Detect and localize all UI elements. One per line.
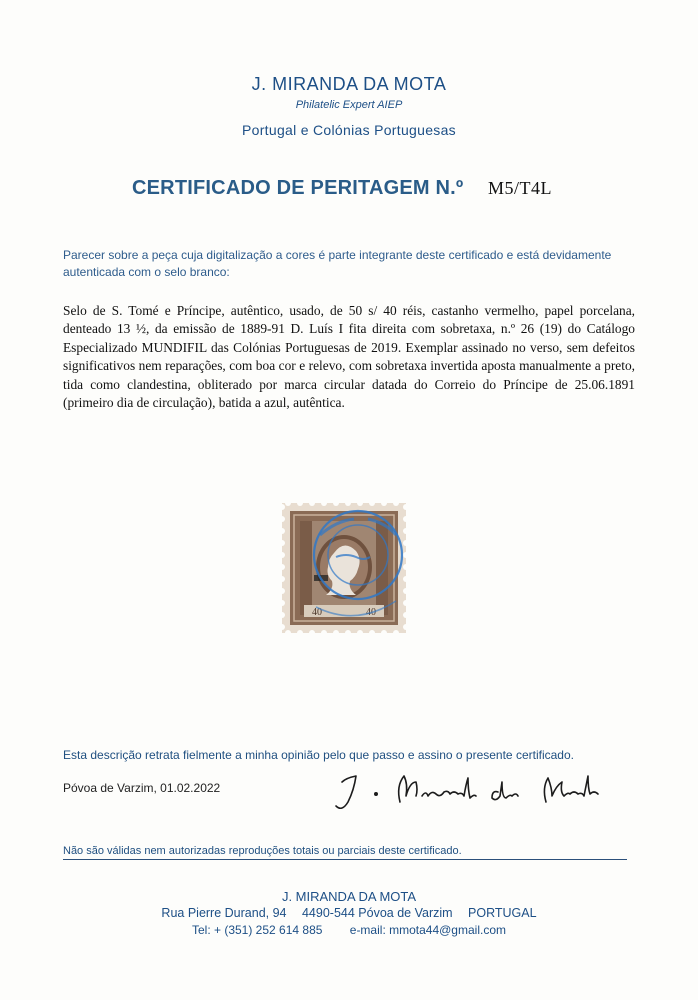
intro-text: Parecer sobre a peça cuja digitalização a cores é parte integrante deste certificado e está devidamente autenticada com o selo branco: [63,248,612,279]
footer-name: J. MIRANDA DA MOTA [281,889,417,904]
footer-street: Rua Pierre Durand, 94 [161,906,287,920]
expert-subtitle: Philatelic Expert AIEP [295,99,403,111]
certificate-title: CERTIFICADO DE PERITAGEM N.º [132,177,464,199]
footer-contact [0,923,698,937]
disclaimer: Não são válidas nem autorizadas reproduções totais ou parciais deste certificado. [63,845,462,857]
expert-region: Portugal e Colónias Portuguesas [242,122,456,138]
signature-image [330,762,630,822]
svg-text:40: 40 [312,607,322,618]
closing-statement: Esta descrição retrata fielmente a minha opinião pelo que passo e assino o presente certificado. [63,748,574,762]
certificate-number: M5/T4L [488,178,552,198]
stamp-photo [276,497,412,639]
divider-line [63,859,627,860]
expert-name: J. MIRANDA DA MOTA [251,74,447,94]
footer-postcode-city: 4490-544 Póvoa de Varzim [301,906,453,920]
footer-address [0,906,698,920]
place-and-date: Póvoa de Varzim, 01.02.2022 [63,781,221,795]
footer-phone: Tel: + (351) 252 614 885 [191,923,323,937]
stamp-image [276,497,412,639]
footer-country: PORTUGAL [468,906,537,920]
handwritten-signature [330,762,630,827]
stamp-description: Selo de S. Tomé e Príncipe, autêntico, usado, de 50 s/ 40 réis, castanho vermelho, papel porcelana, denteado 13 ½, da emissão de 1889-91 D. Luís I fita direita com sobretaxa, n.º 26 (19) do Catálogo Especializado MUNDIFIL das Colónias Portuguesas de 2019. Exemplar assinado no verso, sem defeitos significativos nem reparações, com boa cor e relevo, com sobretaxa invertida aposta manualmente a preto, tida como clandestina, obliterado por marca circular datada do Correio do Príncipe de 25.06.1891 (primeiro dia de circulação), batida a azul, autêntica. [63,303,635,411]
footer-email[interactable]: e-mail: mmota44@gmail.com [349,923,506,937]
svg-text:40: 40 [366,607,376,618]
